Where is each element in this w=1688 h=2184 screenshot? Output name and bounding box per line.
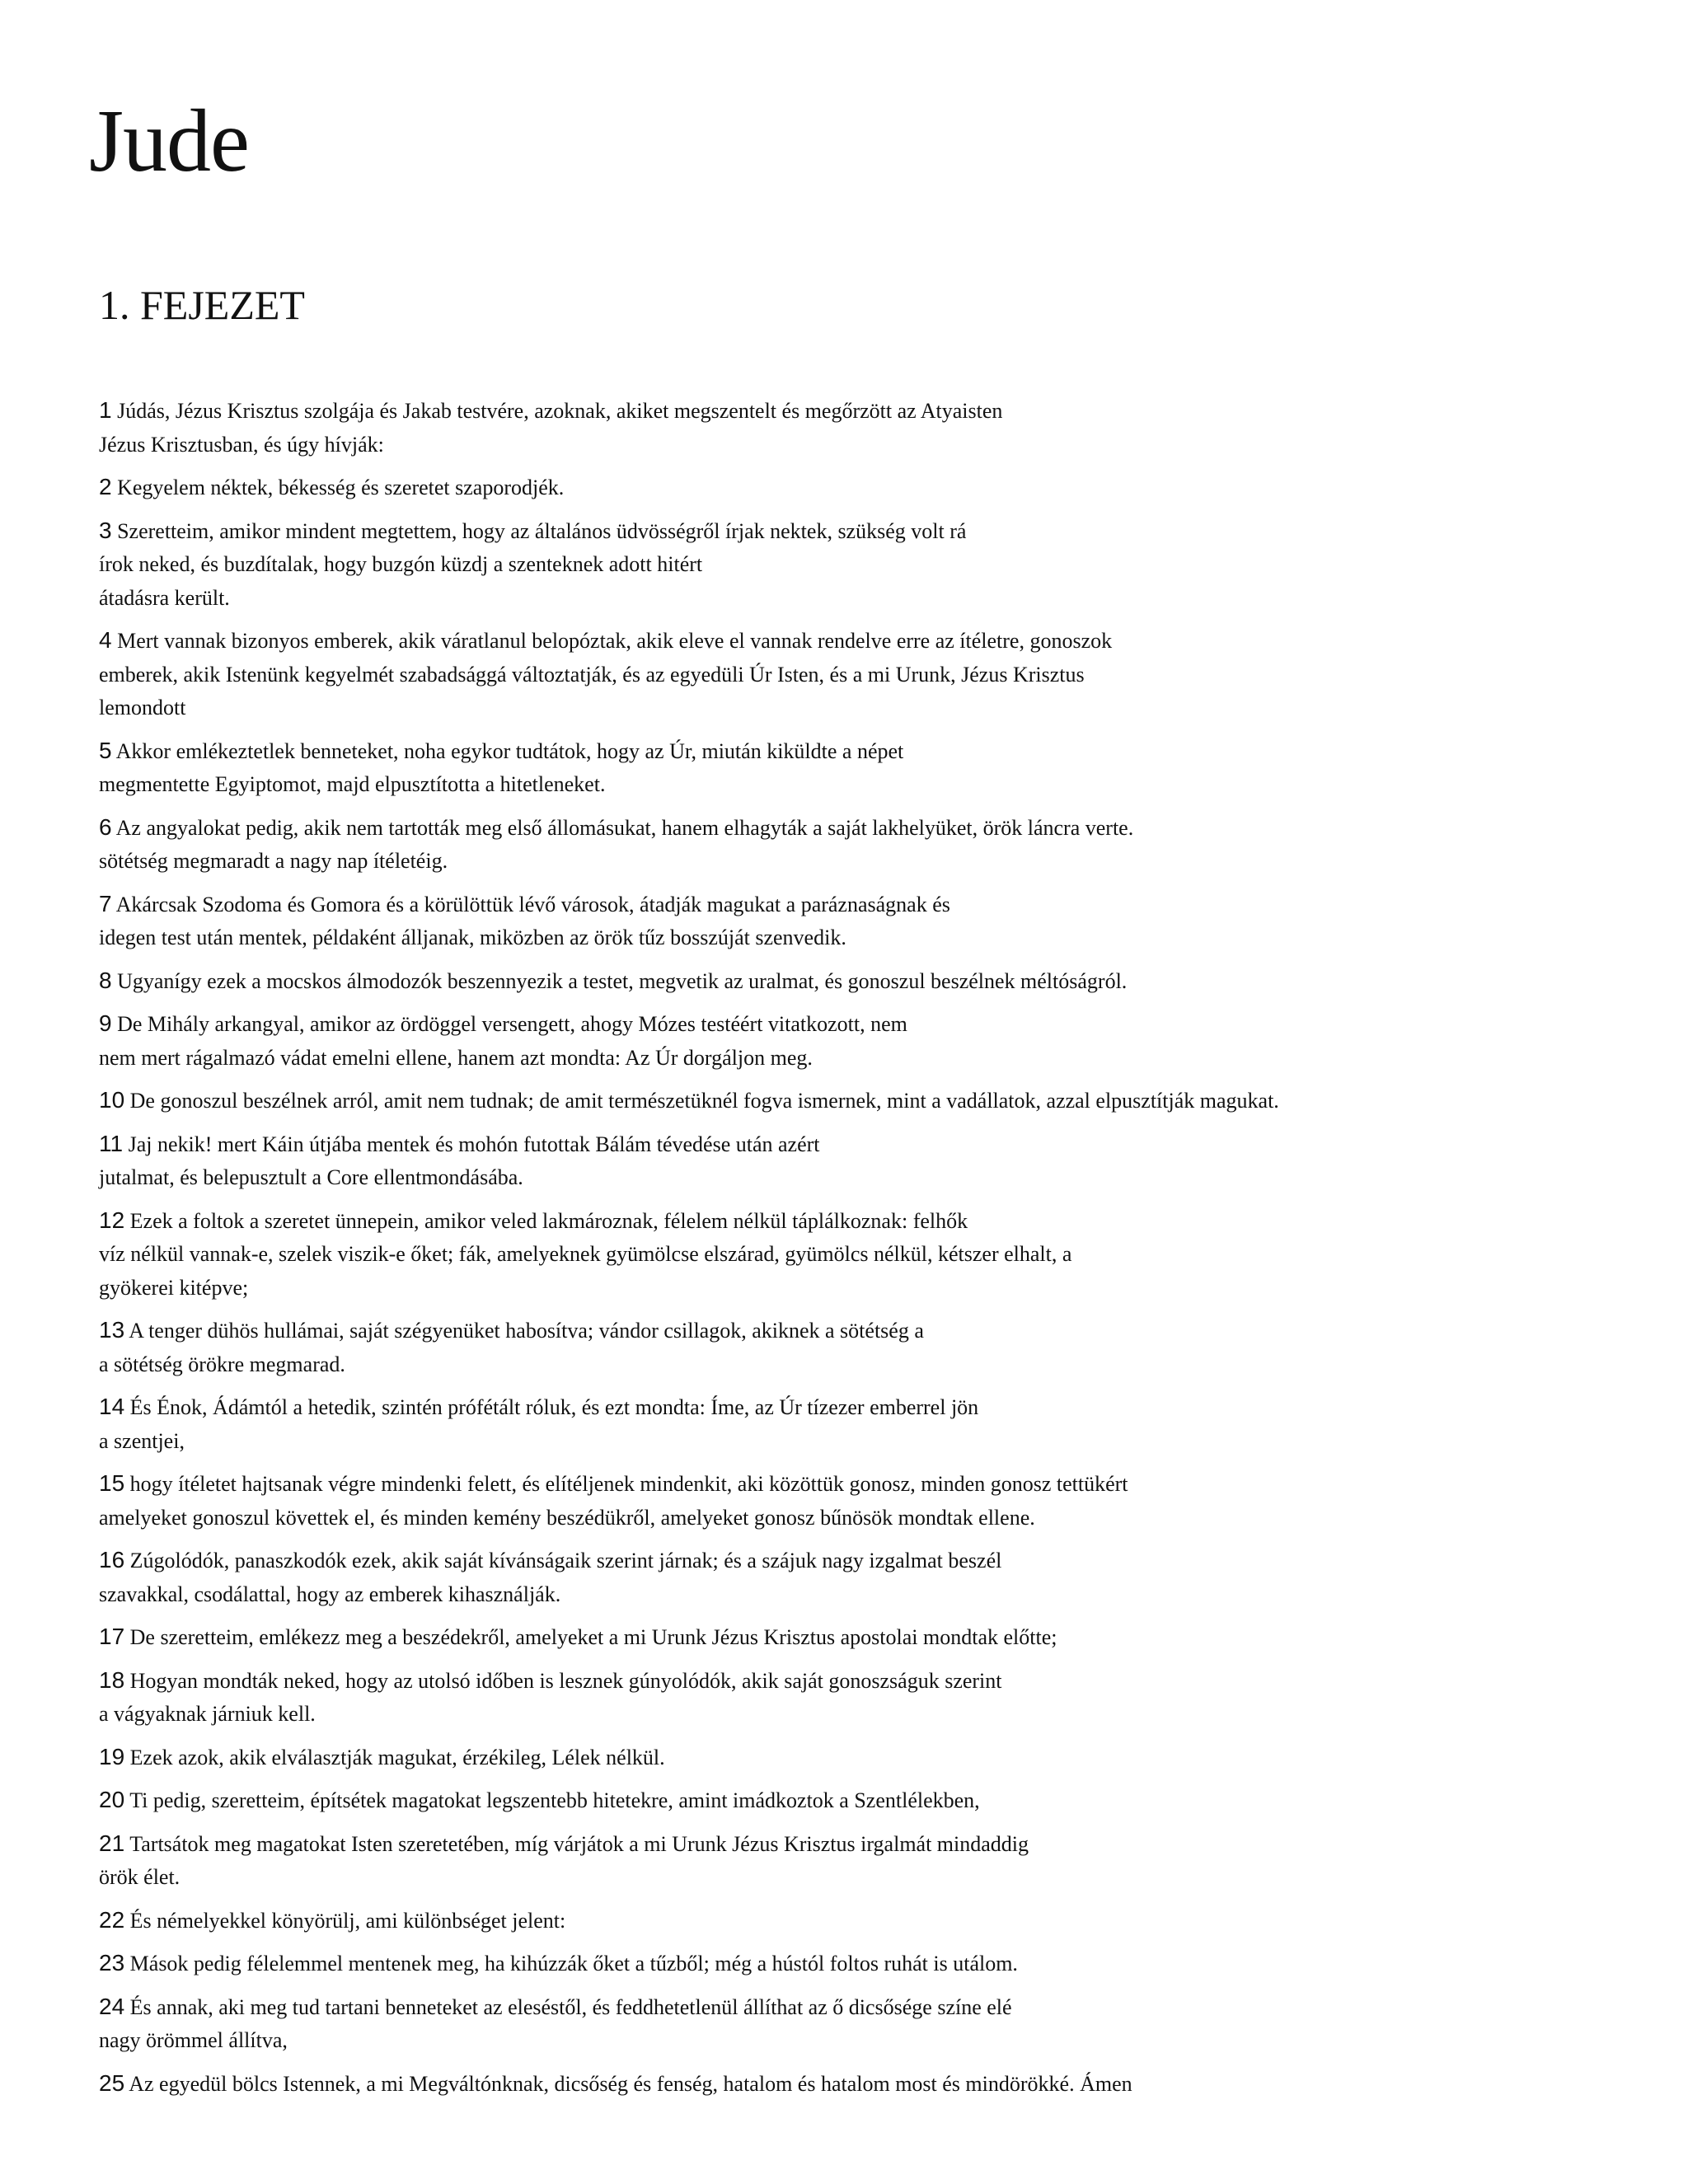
verse-number: 18: [99, 1666, 125, 1693]
verse-line: [99, 1741, 1632, 1775]
verse-line: [99, 921, 1632, 955]
verse-text: De szeretteim, emlékezz meg a beszédekről, amelyeket a mi Urunk Jézus Krisztus apostolai mondtak előtte;: [129, 1625, 1057, 1649]
verse-line: [99, 514, 1632, 549]
verse: [99, 394, 1632, 462]
verse-text: nem mert rágalmazó vádat emelni ellene, hanem azt mondta: Az Úr dorgáljon meg.: [99, 1045, 813, 1070]
verse-line: [99, 1861, 1632, 1895]
verse-text: írok neked, és buzdítalak, hogy buzgón küzdj a szenteknek adott hitért: [99, 552, 703, 576]
verse-number: 12: [99, 1207, 125, 1233]
verse-text: szavakkal, csodálattal, hogy az emberek kihasználják.: [99, 1582, 561, 1606]
verse-line: [99, 658, 1632, 692]
verse-line: [99, 1348, 1632, 1382]
verse-number: 24: [99, 1993, 125, 2019]
verse-line: [99, 1544, 1632, 1578]
verse: [99, 1007, 1632, 1075]
verse-text: Jézus Krisztusban, és úgy hívják:: [99, 432, 384, 457]
verse-line: [99, 888, 1632, 922]
verse: [99, 1084, 1632, 1118]
verse: [99, 1783, 1632, 1818]
verse: [99, 964, 1632, 999]
verse: [99, 1390, 1632, 1458]
verse-text: És annak, aki meg tud tartani benneteket az eleséstől, és feddhetetlenül állíthat az ő dicsősége színe elé: [129, 1994, 1012, 2019]
verse-number: 1: [99, 397, 112, 423]
verse-line: [99, 691, 1632, 725]
verse-line: [99, 1238, 1632, 1272]
verse-line: [99, 1578, 1632, 1612]
verse-number: 17: [99, 1624, 125, 1649]
verse-line: [99, 582, 1632, 616]
verse-text: És némelyekkel könyörülj, ami különbséget jelent:: [129, 1908, 566, 1933]
verse-line: [99, 1204, 1632, 1239]
verse-number: 13: [99, 1317, 125, 1343]
verse-number: 6: [99, 813, 112, 840]
verse-line: [99, 1502, 1632, 1535]
verse: [99, 734, 1632, 802]
verse-text: hogy ítéletet hajtsanak végre mindenki felett, és elítéljenek mindenkit, aki közöttük gonosz, minden gonosz tettükért: [129, 1472, 1128, 1496]
verse-line: [99, 1084, 1632, 1118]
verse-line: [99, 1042, 1632, 1076]
verse-line: [99, 2024, 1632, 2058]
verse: [99, 624, 1632, 725]
verse-line: [99, 964, 1632, 999]
verse-line: [99, 1127, 1632, 1162]
verse: [99, 811, 1632, 879]
verse-text: Jaj nekik! mert Káin útjába mentek és mohón futottak Bálám tévedése után azért: [128, 1132, 820, 1156]
verse-number: 3: [99, 517, 112, 543]
verse-line: [99, 548, 1632, 582]
verse-line: [99, 1904, 1632, 1938]
verse-text: a sötétség örökre megmarad.: [99, 1352, 345, 1376]
verse-number: 14: [99, 1394, 125, 1419]
verse-number: 16: [99, 1547, 125, 1572]
verse-text: Ezek a foltok a szeretet ünnepein, amikor veled lakmároznak, félelem nélkül táplálkoznak: felhők: [129, 1208, 968, 1233]
verse: [99, 1741, 1632, 1775]
verse-line: [99, 734, 1632, 769]
verse-line: [99, 1990, 1632, 2025]
verse-line: [99, 2067, 1632, 2102]
verse-line: [99, 394, 1632, 429]
verse: [99, 1544, 1632, 1611]
verse-number: 23: [99, 1950, 125, 1975]
verse-text: Ti pedig, szeretteim, építsétek magatokat legszentebb hitetekre, amint imádkoztok a Szentlélekben,: [129, 1788, 980, 1812]
verse-line: [99, 1425, 1632, 1459]
verse-line: [99, 1664, 1632, 1699]
verse-line: [99, 429, 1632, 462]
verse-line: [99, 1783, 1632, 1818]
verse-line: [99, 1272, 1632, 1305]
verse-number: 19: [99, 1743, 125, 1769]
chapter-title: 1. FEJEZET: [99, 282, 305, 328]
verse-text: átadásra került.: [99, 585, 230, 610]
verse-line: [99, 1161, 1632, 1195]
verse-text: jutalmat, és belepusztult a Core ellentmondásába.: [99, 1165, 523, 1189]
verse-text: Ezek azok, akik elválasztják magukat, érzékileg, Lélek nélkül.: [129, 1745, 665, 1769]
verse: [99, 1990, 1632, 2058]
verse-text: Ugyanígy ezek a mocskos álmodozók beszennyezik a testet, megvetik az uralmat, és gonoszul beszélnek méltóságról.: [117, 968, 1128, 993]
verse-number: 15: [99, 1470, 125, 1496]
verse-line: [99, 1467, 1632, 1502]
verse-text: sötétség megmaradt a nagy nap ítéletéig.: [99, 849, 448, 873]
verse-text: a vágyaknak járniuk kell.: [99, 1702, 316, 1726]
verse-text: Az angyalokat pedig, akik nem tartották meg első állomásukat, hanem elhagyták a saját lakhelyüket, örök láncra verte.: [115, 815, 1134, 840]
verse-text: lemondott: [99, 696, 186, 719]
verse: [99, 1127, 1632, 1195]
verse-text: Mert vannak bizonyos emberek, akik váratlanul belopóztak, akik eleve el vannak rendelve erre az ítéletre, gonoszok: [117, 629, 1113, 653]
verse-text: De Mihály arkangyal, amikor az ördöggel versengett, ahogy Mózes testéért vitatkozott, nem: [117, 1012, 907, 1036]
verse-number: 25: [99, 2069, 125, 2096]
verse-text: emberek, akik Istenünk kegyelmét szabadsággá változtatják, és az egyedüli Úr Isten, és a mi Urunk, Jézus Krisztus: [99, 662, 1085, 687]
verse-line: [99, 1007, 1632, 1042]
verse: [99, 1620, 1632, 1655]
book-title: Jude: [89, 92, 249, 190]
verse-line: [99, 1827, 1632, 1862]
verse: [99, 1664, 1632, 1732]
verse-text: Akárcsak Szodoma és Gomora és a körülöttük lévő városok, átadják magukat a paráznaságnak és: [115, 892, 950, 916]
verse-number: 4: [99, 627, 112, 653]
verse-line: [99, 1698, 1632, 1732]
verse-number: 9: [99, 1010, 112, 1036]
verse-line: [99, 768, 1632, 802]
verse: [99, 1947, 1632, 1981]
verse-text: Tartsátok meg magatokat Isten szeretetében, míg várjátok a mi Urunk Jézus Krisztus irgalmát mindaddig: [129, 1831, 1029, 1856]
verse-line: [99, 471, 1632, 505]
verse-text: amelyeket gonoszul követtek el, és minden kemény beszédükről, amelyeket gonosz bűnösök mondtak ellene.: [99, 1505, 1035, 1530]
verse-text: nagy örömmel állítva,: [99, 2028, 288, 2052]
verse-text: Hogyan mondták neked, hogy az utolsó időben is lesznek gúnyolódók, akik saját gonoszságuk szerint: [129, 1668, 1002, 1693]
verse-line: [99, 624, 1632, 658]
verse-text: örök élet.: [99, 1865, 181, 1889]
verse: [99, 888, 1632, 955]
verse-line: [99, 1390, 1632, 1425]
verse-line: [99, 1620, 1632, 1655]
verse: [99, 1467, 1632, 1535]
verse-text: Az egyedül bölcs Istennek, a mi Megváltónknak, dicsőség és fenség, hatalom és hatalom most és mindörökké. Ámen: [129, 2071, 1132, 2096]
verse-text: Júdás, Jézus Krisztus szolgája és Jakab testvére, azoknak, akiket megszentelt és megőrzött az Atyaisten: [117, 399, 1003, 423]
verse-text: megmentette Egyiptomot, majd elpusztította a hitetleneket.: [99, 772, 606, 796]
verse-text: idegen test után mentek, példaként álljanak, miközben az örök tűz bosszúját szenvedik.: [99, 926, 846, 949]
verse-text: gyökerei kitépve;: [99, 1275, 249, 1300]
verse-number: 22: [99, 1906, 125, 1933]
verse-number: 11: [99, 1130, 124, 1156]
verse: [99, 1204, 1632, 1305]
verse-line: [99, 1947, 1632, 1981]
verse: [99, 471, 1632, 505]
verse: [99, 1904, 1632, 1938]
verse-number: 5: [99, 737, 112, 763]
verse-number: 21: [99, 1830, 125, 1856]
verse-text: A tenger dühös hullámai, saját szégyenüket habosítva; vándor csillagok, akiknek a sötétség a: [129, 1319, 924, 1343]
verse-number: 8: [99, 967, 112, 993]
verse: [99, 2067, 1632, 2102]
verse: [99, 514, 1632, 616]
verse-text: Kegyelem néktek, békesség és szeretet szaporodjék.: [117, 476, 565, 499]
verse-text: És Énok, Ádámtól a hetedik, szintén prófétált róluk, és ezt mondta: Íme, az Úr tízezer emberrel jön: [129, 1395, 979, 1419]
verse-list: [99, 394, 1632, 2110]
verse-line: [99, 1314, 1632, 1348]
verse-text: Szeretteim, amikor mindent megtettem, hogy az általános üdvösségről írjak nektek, szükség volt rá: [117, 518, 967, 543]
verse-number: 7: [99, 890, 112, 916]
verse-number: 20: [99, 1787, 125, 1812]
verse-text: Zúgolódók, panaszkodók ezek, akik saját kívánságaik szerint járnak; és a szájuk nagy izgalmat beszél: [129, 1549, 1002, 1572]
verse-text: Akkor emlékeztetlek benneteket, noha egykor tudtátok, hogy az Úr, miután kiküldte a népet: [115, 738, 904, 763]
verse-number: 10: [99, 1087, 125, 1113]
verse: [99, 1314, 1632, 1381]
verse-text: víz nélkül vannak-e, szelek viszik-e őket; fák, amelyeknek gyümölcse elszárad, gyümölcs nélkül, kétszer elhalt, a: [99, 1242, 1072, 1266]
verse-text: De gonoszul beszélnek arról, amit nem tudnak; de amit természetüknél fogva ismernek, mint a vadállatok, azzal elpusztítják magukat.: [129, 1089, 1279, 1113]
verse-number: 2: [99, 474, 112, 499]
verse-line: [99, 811, 1632, 846]
verse: [99, 1827, 1632, 1895]
verse-text: Mások pedig félelemmel mentenek meg, ha kihúzzák őket a tűzből; még a hústól foltos ruhát is utálom.: [129, 1952, 1018, 1975]
verse-text: a szentjei,: [99, 1428, 185, 1453]
verse-line: [99, 845, 1632, 879]
